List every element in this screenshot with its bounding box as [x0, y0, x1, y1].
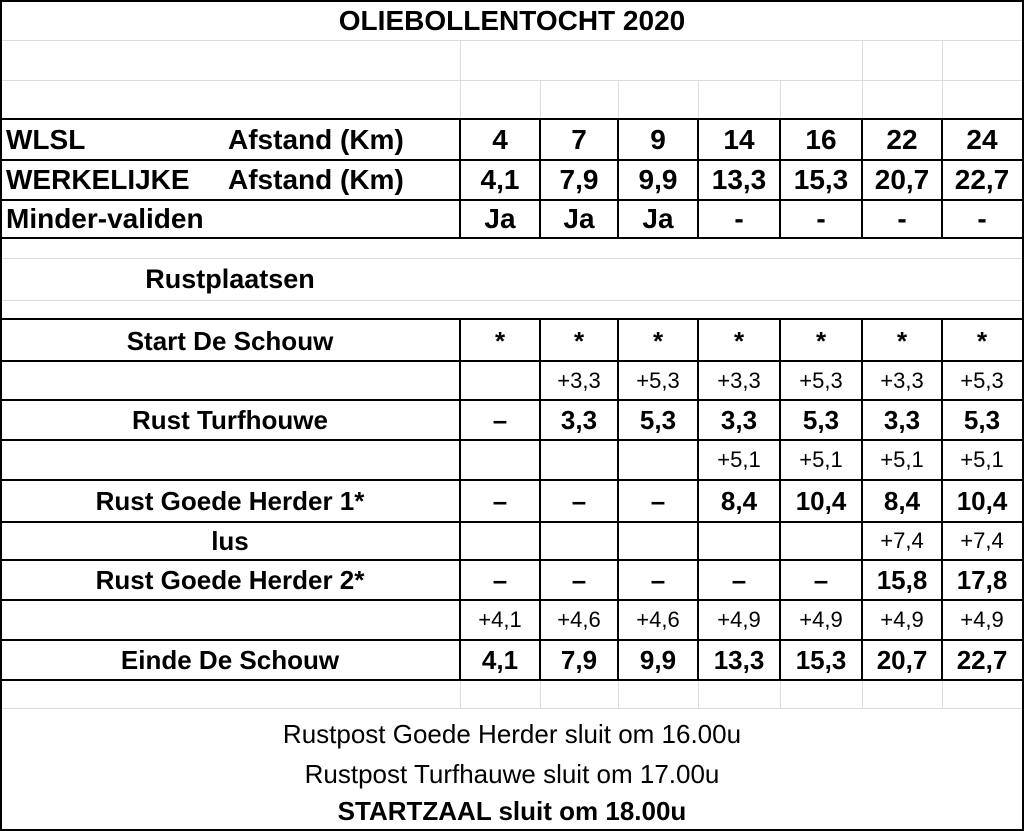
distance-cell: 16	[805, 124, 837, 155]
loop-cell	[780, 522, 862, 560]
stop-cell: –	[813, 564, 829, 595]
stop-cell: 20,7	[876, 644, 928, 675]
leg-cell: +5,1	[960, 447, 1004, 472]
stop-cell: 10,4	[956, 485, 1008, 516]
border-rule	[0, 318, 1024, 320]
leg-cell: +3,3	[557, 368, 601, 393]
leg-row-2	[0, 440, 1024, 480]
distance-cell: 9	[650, 124, 666, 155]
leg-cell: +5,1	[717, 447, 761, 472]
stop-cell: –	[492, 485, 508, 516]
stop-label-turfhouwe: Rust Turfhouwe	[132, 404, 328, 435]
border-col	[697, 118, 699, 239]
border-col	[539, 118, 541, 239]
actual-distance-cell: 9,9	[638, 164, 678, 195]
stop-cell: –	[571, 564, 587, 595]
stop-cell: –	[731, 564, 747, 595]
stop-cell: 8,4	[720, 485, 758, 516]
gridline	[942, 40, 943, 118]
border-rule	[0, 559, 1024, 561]
stop-cell: –	[571, 485, 587, 516]
sheet-title: OLIEBOLLENTOCHT 2020	[338, 5, 686, 36]
border-col	[617, 118, 619, 239]
stop-cell: *	[896, 325, 908, 356]
leg-cell: +4,9	[799, 607, 843, 632]
stop-cell: –	[650, 564, 666, 595]
gridline	[942, 680, 943, 708]
actual-distance-cell: 13,3	[711, 164, 767, 195]
note-herder-closing: Rustpost Goede Herder sluit om 16.00u	[282, 718, 742, 749]
leg-cell: +3,3	[880, 368, 924, 393]
stop-cell: 5,3	[963, 404, 1001, 435]
leg-cell	[460, 362, 540, 400]
actual-distance-cell: 20,7	[874, 164, 930, 195]
gridline	[0, 708, 1024, 709]
loop-cell	[618, 522, 698, 560]
actual-distance-cell: 4,1	[480, 164, 520, 195]
distance-row-sublabel: Afstand (Km)	[228, 124, 404, 155]
stop-cell: –	[492, 564, 508, 595]
leg-cell: +5,1	[880, 447, 924, 472]
gridline	[862, 680, 863, 708]
loop-cell: +7,4	[880, 528, 924, 553]
stop-row-herder-2	[0, 560, 1024, 600]
gridline	[0, 300, 1024, 301]
border-frame	[0, 0, 2, 831]
mobility-cell: Ja	[563, 203, 595, 234]
note-turfhauwe-closing: Rustpost Turfhauwe sluit om 17.00u	[304, 758, 720, 789]
border-col	[941, 318, 943, 681]
stop-cell: 4,1	[481, 644, 519, 675]
gridline	[618, 680, 619, 708]
leg-row-1	[0, 362, 1024, 400]
stop-cell: *	[494, 325, 506, 356]
leg-cell	[618, 440, 698, 480]
border-rule	[0, 118, 1024, 120]
border-rule	[0, 399, 1024, 401]
stop-cell: *	[573, 325, 585, 356]
gridline	[698, 680, 699, 708]
stop-cell: 15,8	[876, 564, 928, 595]
stop-cell: –	[650, 485, 666, 516]
leg-cell	[460, 440, 540, 480]
stop-label-herder-2: Rust Goede Herder 2*	[95, 564, 365, 595]
loop-label: lus	[211, 525, 249, 556]
stop-row-start	[0, 320, 1024, 362]
border-col	[459, 118, 461, 239]
distance-row-label: WLSL	[6, 124, 86, 155]
border-col	[617, 318, 619, 681]
border-rule	[0, 159, 1024, 161]
border-rule	[0, 679, 1024, 681]
loop-cell	[540, 522, 618, 560]
note-row	[0, 754, 1024, 794]
loop-cell	[698, 522, 780, 560]
border-rule	[0, 199, 1024, 201]
stop-label-start: Start De Schouw	[126, 325, 334, 356]
section-heading: Rustplaatsen	[145, 263, 315, 294]
stop-cell: 9,9	[639, 644, 677, 675]
leg-cell: +4,9	[880, 607, 924, 632]
note-row	[0, 792, 1024, 830]
stop-cell: –	[492, 404, 508, 435]
gridline	[540, 80, 541, 118]
stop-cell: *	[815, 325, 827, 356]
stop-row-end	[0, 640, 1024, 680]
title-row	[0, 0, 1024, 42]
stop-cell: 17,8	[956, 564, 1008, 595]
actual-distance-cell: 15,3	[793, 164, 849, 195]
gridline	[460, 40, 461, 118]
gridline	[698, 80, 699, 118]
leg-cell: +4,6	[636, 607, 680, 632]
border-rule	[0, 439, 1024, 441]
border-col	[539, 318, 541, 681]
leg-cell: +4,6	[557, 607, 601, 632]
leg-cell: +4,1	[478, 607, 522, 632]
actual-row-label: WERKELIJKE	[6, 164, 190, 195]
stop-cell: 10,4	[795, 485, 847, 516]
mobility-cell: Ja	[484, 203, 516, 234]
stop-cell: 15,3	[795, 644, 847, 675]
leg-row-3	[0, 600, 1024, 640]
stop-cell: 7,9	[560, 644, 598, 675]
loop-row	[0, 522, 1024, 560]
stop-row-herder-1	[0, 480, 1024, 522]
gridline	[540, 680, 541, 708]
gridline	[460, 680, 461, 708]
mobility-cell: -	[816, 203, 826, 234]
note-row	[0, 714, 1024, 754]
border-rule	[0, 599, 1024, 601]
stop-label-herder-1: Rust Goede Herder 1*	[95, 485, 365, 516]
stop-cell: *	[976, 325, 988, 356]
border-rule	[0, 237, 1024, 239]
note-startzaal-closing: STARTZAAL sluit om 18.00u	[337, 795, 687, 826]
mobility-cell: -	[977, 203, 987, 234]
distance-cell: 4	[492, 124, 508, 155]
actual-distance-cell: 7,9	[559, 164, 599, 195]
border-col	[779, 318, 781, 681]
leg-cell: +5,3	[799, 368, 843, 393]
border-col	[459, 318, 461, 681]
gridline	[862, 40, 863, 118]
stop-cell: 13,3	[713, 644, 765, 675]
mobility-cell: Ja	[642, 203, 674, 234]
border-col	[941, 118, 943, 239]
loop-cell	[460, 522, 540, 560]
border-frame	[0, 0, 1024, 2]
stop-cell: 5,3	[639, 404, 677, 435]
leg-cell: +5,1	[799, 447, 843, 472]
gridline	[780, 680, 781, 708]
actual-distance-cell: 22,7	[954, 164, 1010, 195]
leg-cell: +5,3	[636, 368, 680, 393]
stop-cell: 22,7	[956, 644, 1008, 675]
distance-cell: 24	[966, 124, 998, 155]
border-rule	[0, 639, 1024, 641]
stop-row-turfhouwe	[0, 400, 1024, 440]
leg-cell: +4,9	[717, 607, 761, 632]
stop-cell: 3,3	[720, 404, 758, 435]
stop-cell: 8,4	[883, 485, 921, 516]
stop-cell: *	[652, 325, 664, 356]
actual-row-sublabel: Afstand (Km)	[228, 164, 404, 195]
distance-cell: 22	[886, 124, 918, 155]
section-heading-row	[0, 258, 1024, 300]
border-col	[861, 118, 863, 239]
stop-cell: *	[733, 325, 745, 356]
leg-cell: +4,9	[960, 607, 1004, 632]
leg-cell: +5,3	[960, 368, 1004, 393]
leg-cell	[540, 440, 618, 480]
mobility-row-label: Minder-validen	[6, 203, 204, 234]
loop-cell: +7,4	[960, 528, 1004, 553]
stop-cell: 3,3	[883, 404, 921, 435]
border-col	[697, 318, 699, 681]
gridline	[780, 80, 781, 118]
distance-row	[0, 120, 1024, 160]
stop-cell: 3,3	[560, 404, 598, 435]
border-col	[861, 318, 863, 681]
distance-cell: 14	[723, 124, 755, 155]
actual-distance-row	[0, 160, 1024, 200]
border-col	[779, 118, 781, 239]
stop-label-end: Einde De Schouw	[120, 644, 340, 675]
mobility-row	[0, 200, 1024, 238]
leg-cell: +3,3	[717, 368, 761, 393]
border-rule	[0, 360, 1024, 362]
distance-cell: 7	[571, 124, 587, 155]
gridline	[0, 80, 1024, 81]
border-rule	[0, 479, 1024, 481]
mobility-cell: -	[897, 203, 907, 234]
gridline	[618, 80, 619, 118]
mobility-cell: -	[734, 203, 744, 234]
border-rule	[0, 521, 1024, 523]
stop-cell: 5,3	[802, 404, 840, 435]
